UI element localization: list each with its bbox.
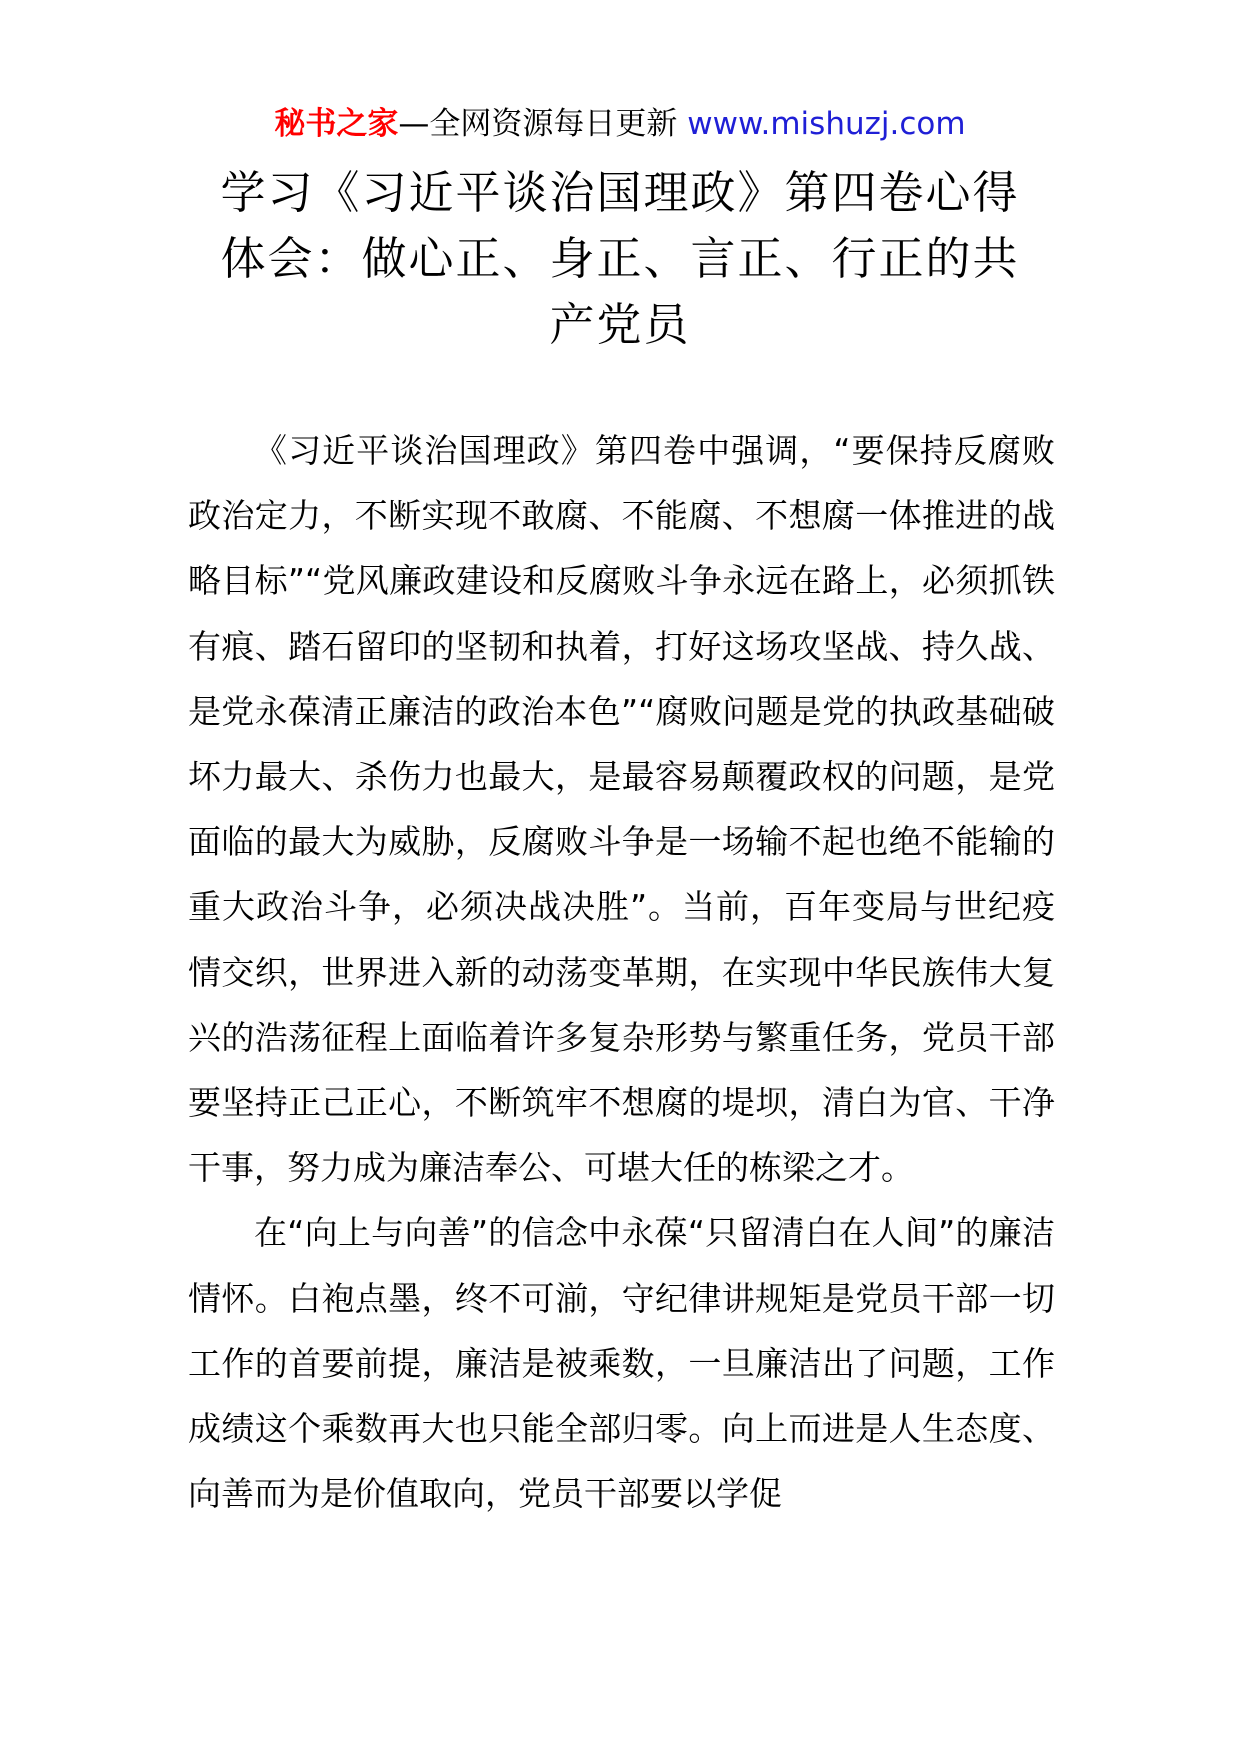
paragraph-2: 在“向上与向善”的信念中永葆“只留清白在人间”的廉洁情怀。白袍点墨，终不可湔，守纪律讲规矩是党员干部一切工作的首要前提，廉洁是被乘数，一旦廉洁出了问题，工作成绩这个乘数再大也只能全部归零。向上而进是人生态度、向善而为是价值取向，党员干部要以学促: [188, 1213, 1055, 1514]
document-body: [188, 418, 1055, 1526]
brand-name: 秘书之家: [274, 106, 399, 142]
header-tagline: —全网资源每日更新: [398, 106, 678, 142]
document-title: 学习《习近平谈治国理政》第四卷心得体会：做心正、身正、言正、行正的共产党员: [220, 166, 1020, 351]
site-url[interactable]: www.mishuzj.com: [687, 106, 966, 142]
paragraph-1: 《习近平谈治国理政》第四卷中强调，“要保持反腐败政治定力，不断实现不敢腐、不能腐、不想腐一体推进的战略目标”“党风廉政建设和反腐败斗争永远在路上，必须抓铁有痕、踏石留印的坚韧和执着，打好这场攻坚战、持久战、是党永葆清正廉洁的政治本色”“腐败问题是党的执政基础破坏力最大、杀伤力也最大，是最容易颠覆政权的问题，是党面临的最大为威胁，反腐败斗争是一场输不起也绝不能输的重大政治斗争，必须决战决胜”。当前，百年变局与世纪疫情交织，世界进入新的动荡变革期，在实现中华民族伟大复兴的浩荡征程上面临着许多复杂形势与繁重任务，党员干部要坚持正己正心，不断筑牢不想腐的堤坝，清白为官、干净干事，努力成为廉洁奉公、可堪大任的栋梁之才。: [188, 431, 1055, 1188]
site-header: [0, 100, 1240, 148]
